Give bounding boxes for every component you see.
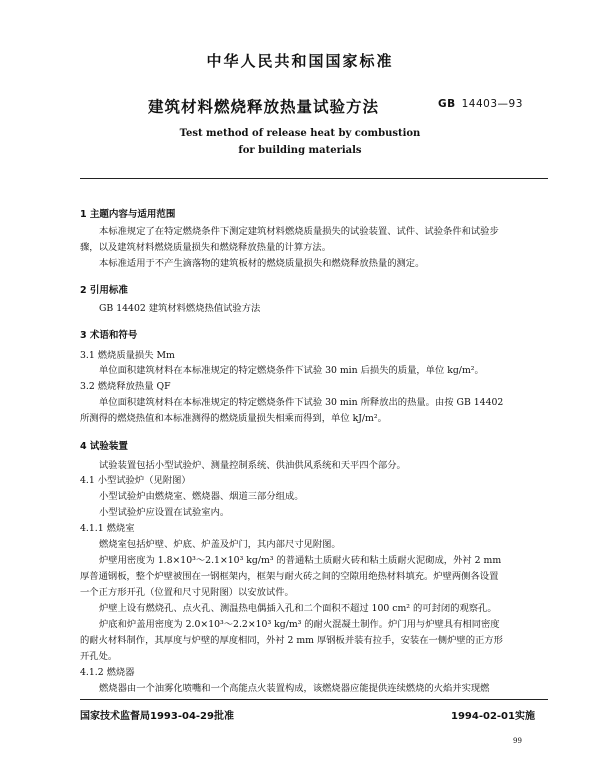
reference-entry: GB 14402 建筑材料燃烧热值试验方法: [99, 303, 261, 314]
paragraph-line: 厚普通钢板，整个炉壁被围在一钢框架内，框架与耐火砖之间的空隙用绝热材料填充。炉壁两侧各设置: [80, 571, 499, 582]
standard-header: 中华人民共和国国家标准: [206, 52, 394, 70]
paragraph-line: 单位面积建筑材料在本标准规定的特定燃烧条件下试验 30 min 所释放出的热量。由按 GB 14402: [99, 397, 504, 408]
paragraph-line: 骤，以及建筑材料燃烧质量损失和燃烧释放热量的计算方法。: [80, 242, 332, 253]
standard-number: [438, 98, 523, 110]
subsection-4-1-1-heading: 4.1.1 燃烧室: [80, 523, 135, 534]
paragraph-line: 燃烧室包括炉壁、炉底、炉盖及炉门，其内部尺寸见附图。: [99, 539, 341, 550]
paragraph-line: 燃烧器由一个油雾化喷嘴和一个高能点火装置构成，该燃烧器应能提供连续燃烧的火焰并实现燃: [99, 683, 490, 694]
subsection-3-1-heading: 3.1 燃烧质量损失 Mm: [80, 350, 175, 361]
paragraph-line: 的耐火材料制作，其厚度与炉壁的厚度相同，外衬 2 mm 厚钢板并装有拉手，安装在一侧炉壁的正方形: [80, 635, 503, 646]
section-4-heading: 4 试验装置: [80, 441, 128, 452]
gb-label: GB: [438, 98, 456, 110]
paragraph-line: 小型试验炉应设置在试验室内。: [99, 507, 230, 518]
implementation-date: 1994-02-01实施: [451, 711, 535, 722]
paragraph-line: 炉壁用密度为 1.8×10³～2.1×10³ kg/m³ 的普通粘土质耐火砖和粘土质耐火泥砌成，外衬 2 mm: [99, 555, 502, 566]
paragraph-line: 试验装置包括小型试验炉、测量控制系统、供油供风系统和天平四个部分。: [99, 460, 406, 471]
footer-divider: [80, 699, 548, 700]
paragraph-line: 单位面积建筑材料在本标准规定的特定燃烧条件下试验 30 min 后损失的质量，单位 kg/m²。: [99, 365, 484, 376]
section-2-heading: 2 引用标准: [80, 285, 128, 296]
section-3-heading: 3 术语和符号: [80, 330, 138, 341]
paragraph-line: 炉壁上设有燃烧孔、点火孔、测温热电偶插入孔和二个面积不超过 100 cm² 的可封闭的观察孔。: [99, 603, 497, 614]
gb-number: 14403—93: [461, 98, 523, 110]
paragraph-line: 一个正方形开孔（位置和尺寸见附图）以安放试件。: [80, 587, 294, 598]
paragraph-line: 本标准适用于不产生滴落物的建筑板材的燃烧质量损失和燃烧释放热量的测定。: [99, 258, 425, 269]
header-divider: [80, 178, 548, 179]
paragraph-line: 开孔处。: [80, 651, 118, 662]
subsection-4-1-2-heading: 4.1.2 燃烧器: [80, 667, 135, 678]
english-title-line-1: Test method of release heat by combustion: [179, 128, 421, 139]
subsection-4-1-heading: 4.1 小型试验炉（见附图）: [80, 475, 191, 486]
paragraph-line: 炉底和炉盖用密度为 2.0×10³～2.2×10³ kg/m³ 的耐火混凝土制作。炉门用与炉壁具有相同密度: [99, 619, 500, 630]
english-title-line-2: for building materials: [238, 145, 362, 156]
approval-date: 国家技术监督局1993-04-29批准: [80, 711, 234, 722]
page-number: 99: [513, 737, 522, 745]
document-title: 建筑材料燃烧释放热量试验方法: [148, 98, 380, 116]
subsection-3-2-heading: 3.2 燃烧释放热量 QF: [80, 381, 171, 392]
section-1-heading: 1 主题内容与适用范围: [80, 209, 176, 220]
paragraph-line: 本标准规定了在特定燃烧条件下测定建筑材料燃烧质量损失的试验装置、试件、试验条件和试验步: [99, 226, 499, 237]
paragraph-line: 小型试验炉由燃烧室、燃烧器、烟道三部分组成。: [99, 491, 304, 502]
paragraph-line: 所测得的燃烧热值和本标准测得的燃烧质量损失相乘而得到，单位 kJ/m²。: [80, 413, 387, 424]
